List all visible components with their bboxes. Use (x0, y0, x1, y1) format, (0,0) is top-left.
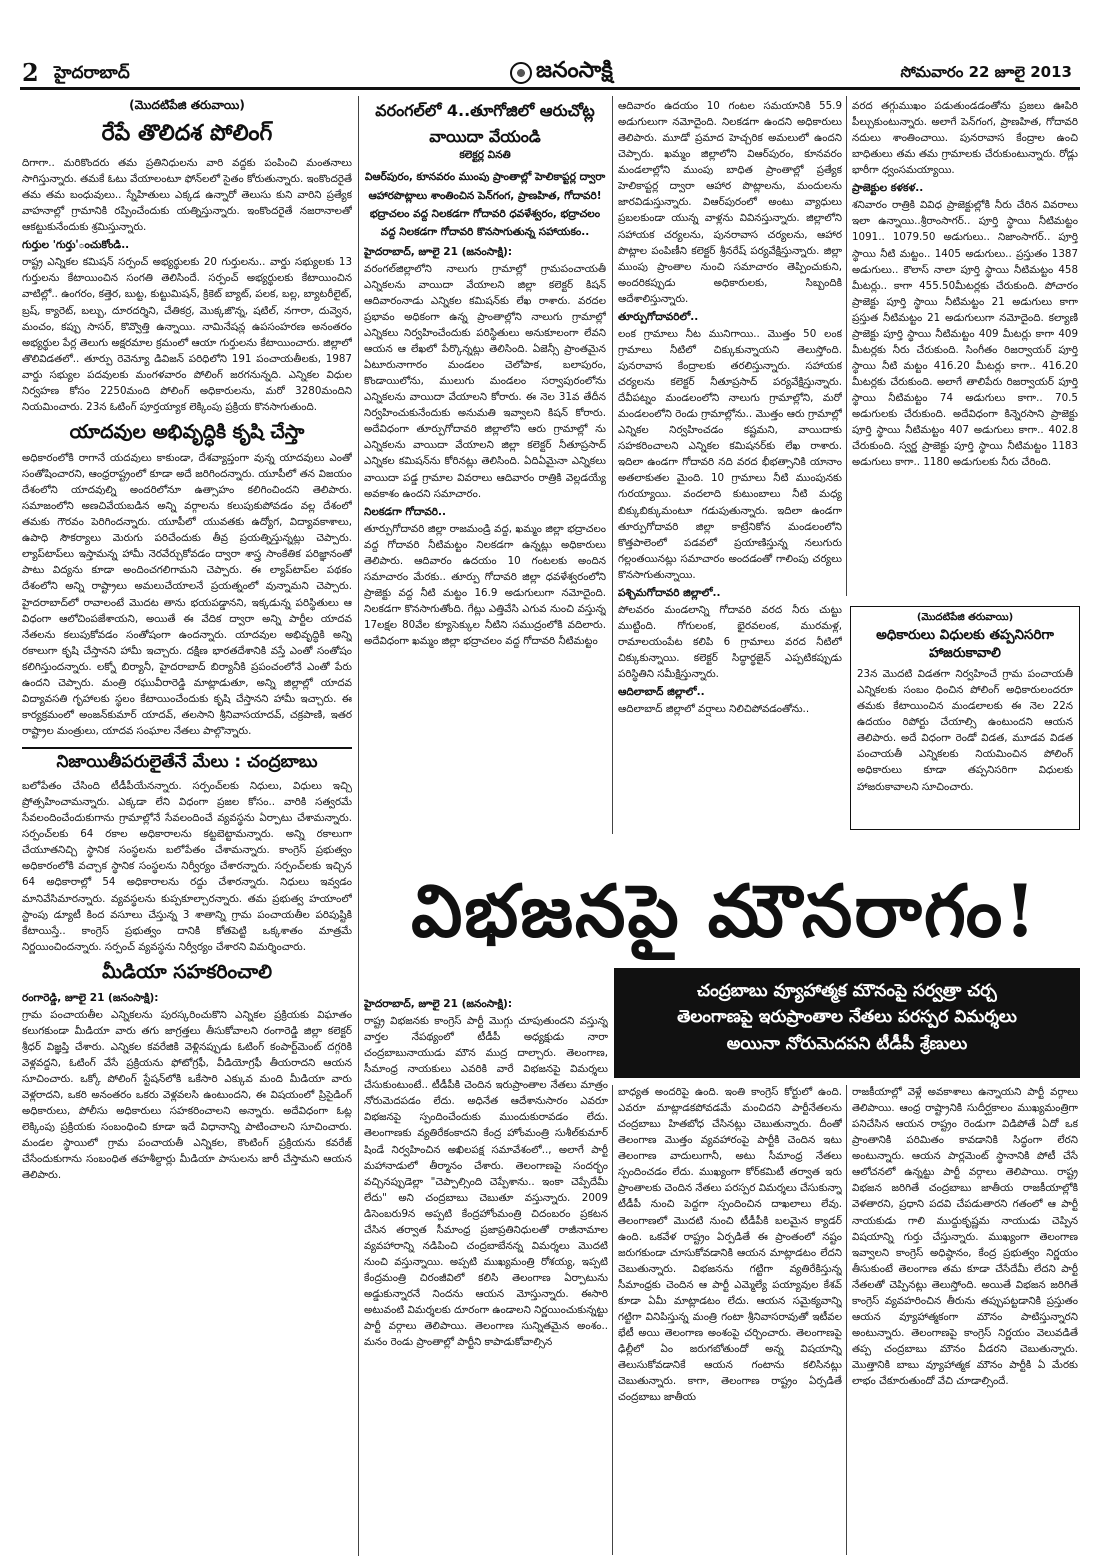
article-text: అధికారంలోకి రాగానే యదవులు కాకుండా, దేశవ్యాప్తంగా వున్న యాదవులు ఎంతో సంతోషించారని, ఆంధ్రరాష్ట్రంలో కూడా అదే జరిగిందన్నారు. యూపీలో తన విజయం దేశంలోని యాదవుల్ని అందరిలోనూ ఉత్సాహం కలిగించిందని తెలిపారు. సమాజంలోని అణచివేయబడిన అన్ని వర్గాలను కలుపుకుపోవడం వల్ల దేశంలో తమకు గౌరవం పెరిగిందన్నారు. యూపీలో యువతకు ఉద్యోగ, విద్యావకాశాలు, ఉపాధి సౌకర్యాలు మెరుగు పరిచేందుకు తీవ్ర ప్రయత్నిస్తున్నట్లు చెప్పారు. ల్యాప్‌టాప్‌లు ఇస్తామన్న హామీ నెరవేర్చుకోవడం ద్వారా శాస్త్ర సాంకేతిక పరిజ్ఞానంతో పాటు విద్యను కూడా అందించగలిగామని చెప్పారు. ఈ ల్యాప్‌టాప్‌ల పథకం దేశంలోని అన్ని రాష్ట్రాలు అమలుచేయాలనే ప్రయత్నంలో వున్నామని చెప్పారు. హైదరాబాద్‌లో రావాలంటే మొదట తాను భయపడ్డానని, ఇక్కడున్న పరిస్థితులు ఆ విధంగా ఆలోచింపజేశాయని, అయితే ఈ వేదిక ద్వారా అన్ని పార్టీల యాదవ నేతలను కలుపుకోవడం సంతోషంగా ఉందన్నారు. యాదవుల అభివృద్ధికి అన్ని రకాలుగా కృషి చేస్తానని హామీ ఇచ్చారు. దక్షిణ భారతదేశానికి వస్తే ఎంతో సంతోషం కలిగిస్తుందన్నారు. లక్నో బిర్యానీ, హైదరాబాద్ బిర్యానీకి ప్రపంచంలోనే ఎంతో పేరు ఉందని చెప్పారు. మంత్రి రఘువీరారెడ్డి మాట్లాడుతూ, అన్ని జిల్లాల్లో యాదవ విద్యావసతి గృహాలకు స్థలం కేటాయించేందుకు కృషి చేస్తానని హామీ ఇచ్చారు. ఈ కార్యక్రమంలో అంజన్‌కుమార్ యాదవ్, తలసాని శ్రీనివాసయాదవ్, చక్రపాణి, ఇతర రాష్ట్రాల మంత్రులు, యాదవ సంఘాల నేతలు పాల్గొన్నారు. (22, 451, 352, 737)
article-text: శనివారం రాత్రికి వివిధ ప్రాజెక్టుల్లోకి నీరు చేరిన వివరాలు ఇలా ఉన్నాయి..శ్రీరాంసాగర్.. పూర్తి స్థాయి నీటిమట్టం 1091.. 1079.50 అడుగులు.. నిజాంసాగర్.. పూర్తి స్థాయి నీటి మట్టం.. 1405 అడుగులు.. ప్రస్తుతం 1387 అడుగులు.. కౌలాస్ నాలా పూర్తి స్థాయి నీటిమట్టం 458 మీటర్లు.. కాగా 455.50మీటర్లకు చేరుకుంది. పోచారం ప్రాజెక్టు పూర్తి స్థాయి నీటిమట్టం 21 అడుగులు కాగా ప్రస్తుత నీటిమట్టం 21 అడుగులుగా నమోదైంది. కల్యాణి ప్రాజెక్టు పూర్తి స్థాయి నీటిమట్టం 409 మీటర్లు కాగా 409 మీటర్లకు నీరు చేరుకుంది. సింగీతం రిజర్వాయర్ పూర్తి స్థాయి నీటి మట్టం 416.20 మీటర్లు కాగా.. 416.20 మీటర్లకు చేరుకుంది. అలాగే తాలిపేరు రిజర్వాయర్ పూర్తి స్థాయి నీటిమట్టం 74 అడుగులు కాగా.. 70.5 అడుగులకు చేరుకుంది. అదేవిధంగా కిన్నెరసాని ప్రాజెక్టు పూర్తి స్థాయి నీటిమట్టం 407 అడుగులు కాగా.. 402.8 చేరుకుంది. స్వర్ణ ప్రాజెక్టు పూర్తి స్థాయి నీటిమట్టం 1183 అడుగులు కాగా.. 1180 అడుగులకు నీరు చేరింది. (852, 199, 1078, 469)
article-text: లంక గ్రామాలు నీట మునిగాయి.. మొత్తం 50 లంక గ్రామాలు నీటిలో చిక్కుకున్నాయని తెలుస్తోంది. పునరావాస కేంద్రాలకు తరలిస్తున్నారు. సహాయక చర్యలను కలెక్టర్ నీతూప్రసాద్ పర్యవేక్షిస్తున్నారు. దేవీపట్నం మండలంలోని నాలుగు గ్రామాల్లోని, మరో మండలంలోని రెండు గ్రామాల్లోను.. మొత్తం ఆరు గ్రామాల్లో ఎన్నికల నిర్వహించడం కష్టమని, వాయిదాకు సహకరించాలని ఎన్నికల కమిషనర్‌కు లేఖ రాశారు. ఇదిలా ఉండగా గోదావరి నది వరద భీభత్సానికి యానాం అతలాకుతల మైంది. 10 గ్రామాలు నీటి ముంపునకు గురయ్యాయి. వందలాది కుటుంబాలు నీటి మధ్య బిక్కుబిక్కుమంటూ గడుపుతున్నారు. ఇదిలా ఉండగా తూర్పుగోదావరి జిల్లా కాట్రేనికోన మండలంలోని కొత్తపాలెంలో పడవలో ప్రయాణిస్తున్న నలుగురు గల్లంతయినట్లు సమాచారం అందడంతో గాలింపు చర్యలు కొనసాగుతున్నాయి. (618, 327, 842, 581)
lead-headline: విభజనపై మౌనరాగం! (411, 868, 1038, 953)
headline-postpone: వరంగల్‌లో 4..తూగోజిలో ఆరుచోట్ల వాయిదా వేయండి (375, 101, 595, 146)
edition-city: హైదరాబాద్ (54, 63, 130, 83)
column-rule (612, 1085, 613, 1555)
brand-name: జనంసాక్షి (536, 58, 613, 83)
subheading: గుర్తుల 'గుర్తు'ంచుకోండి.. (22, 239, 130, 252)
article-text: 23న మొదటి విడతగా నిర్వహించే గ్రామ పంచాయతీ ఎన్నికలకు సంబం ధించిన పోలింగ్ అధికారులందరూ తమకు కేటాయించిన మండలాలకు ఈ నెల 22న ఉదయం రిపోర్టు చేయాల్సి ఉంటుందని ఆయన తెలిపారు. అదే విధంగా రెండో విడత, మూడవ విడత పంచాయతీ ఎన్నికలకు నియమించిన పోలింగ్ అధికారులు కూడా తప్పనిసరిగా విధులకు హాజరుకావాలని సూచించారు. (857, 668, 1073, 793)
dateline: హైదరాబాద్, జూలై 21 (జనంసాక్షి): (364, 998, 513, 1010)
article-text: రాష్ట్ర ఎన్నికల కమిషన్ సర్పంచ్ అభ్యర్థులకు 20 గుర్తులను.. వార్డు సభ్యులకు 13 గుర్తులను కేటాయించిన సంగతి తెలిసిందే. సర్పంచ్ అభ్యర్థులకు కేటాయించిన వాటిల్లో.. ఉంగరం, కత్తెర, బుట్ట, కుట్టుమిషన్, క్రికెట్ బ్యాట్, పలక, బల్ల, బ్యాటరీలైట్, బ్రష్, క్యారెట్, బల్బు, దూరదర్శిని, చేతికర్ర, మొక్కజొన్న, షటిల్, నగారా, దువ్వెన, మంచం, కప్పు సాసర్, కొవ్వొత్తి ఉన్నాయి. నామినేషన్ల ఉపసంహరణ అనంతరం అభ్యర్థుల పేర్ల తెలుగు అక్షరమాల క్రమంలో ఆయా గుర్తులను కేటాయించారు. జిల్లాలో తొలివిడతలో.. తూర్పు రెవెన్యూ డివిజన్ పరిధిలోని 191 పంచాయతీలకు, 1987 వార్డు సభ్యుల పదవులకు మంగళవారం పోలింగ్ జరగనున్నది. ఎన్నికల విధుల నిర్వహణ కోసం 2250మంది పోలింగ్ అధికారులను, మరో 3280మందిని నియమించారు. 23న ఓటింగ్ పూర్తయ్యాక లెక్కింపు ప్రక్రియ కొనసాగుతుంది. (22, 256, 352, 413)
column-center-right (618, 98, 842, 830)
lead-column-1 (364, 994, 608, 1558)
lead-column-3 (852, 1084, 1078, 1558)
dateline: హైదరాబాద్, జూలై 21 (జనంసాక్షి): (364, 245, 513, 258)
article-text: బలోపేతం చేసింది టీడీపీయేనన్నారు. సర్పంచ్‌లకు నిధులు, విధులు ఇచ్చి ప్రోత్సహించామన్నారు. ఎక్కడా లేని విధంగా ప్రజల కోసం.. వారికి సత్వరమే సేవలందించేందుకుగాను గ్రామాల్లోనే సేవలందించే వ్యవస్థను ఏర్పాటు చేశామన్నారు. సర్పంచ్‌లకు 64 రకాల అధికారాలను కట్టబెట్టామన్నారు. అన్ని రకాలుగా చేయూతనిచ్చి స్థానిక సంస్థలను బలోపేతం చేశామన్నారు. కాంగ్రెస్ ప్రభుత్వం అధికారంలోకి వచ్చాక స్థానిక సంస్థలను నిర్వీర్యం చేశారన్నారు. సర్పంచ్‌లకు ఇచ్చిన 64 అధికారాల్లో 54 అధికారాలను రద్దు చేశారన్నారు. నిధులు ఇవ్వడం మానివేసిమారన్నారు. వ్యవస్థలను కుప్పకూల్చారన్నారు. తమ ప్రభుత్వ హయాంలో స్టాంపు డ్యూటీ కింద వసూలు చేస్తున్న 3 శాతాన్ని గ్రామ పంచాయతీల పరిపుష్టికి కేటాయిస్తే.. కాంగ్రెస్ ప్రభుత్వం దానికి కోతపెట్టి ఒక్కశాతం మాత్రమే నిర్ణయించిందన్నారు. సర్పంచ్ వ్యవస్థను నిర్వీర్యం చేశారని విమర్శించారు. (22, 780, 352, 953)
headline-officials: అధికారులు విధులకు తప్పనిసరిగా హాజరుకావాలి (876, 627, 1054, 661)
column-right (852, 98, 1078, 598)
headline-chandrababu: నిజాయితీపరులైతేనే మేలు : చంద్రబాబు (22, 747, 352, 776)
subheading: తూర్పుగోదావరిలో.. (618, 310, 699, 323)
article-text: వరంగల్‌జిల్లాలోని నాలుగు గ్రామాల్లో గ్రామపంచాయతీ ఎన్నికలను వాయిదా వేయాలని జిల్లా కలెక్టర్ కిషన్ ఆదివారంనాడు ఎన్నికల కమిషన్‌కు లేఖ రాశారు. వరదల ప్రభావం అధికంగా ఉన్న ప్రాంతాల్లోని నాలుగు గ్రామాల్లో ఎన్నికలు నిర్వహించేందుకు పరిస్థితులు అనుకూలంగా లేవని ఆయన ఆ లేఖలో పేర్కొన్నట్లు తెలిసింది. ఏజెన్సీ ప్రాంతమైన ఏటూరునాగారం మండలం చెలోపాక, బలాపురం, కొండాయిలోను, ములుగు మండలం సర్వాపురంలోను ఎన్నికలను వాయిదా వేయాలని కోరారు. ఈ నెల 31వ తేదీన నిర్వహించుకునేందుకు అనుమతి ఇవ్వాలని కిషన్ కోరారు. అదేవిధంగా తూర్పుగోదావరి జిల్లాలోని ఆరు గ్రామాల్లో ను ఎన్నికలను వాయిదా వేయాలని జిల్లా కలెక్టర్ నీతూప్రసాద్ ఎన్నికల కమిషన్‌ను కోరినట్లు తెలిసింది. ఏదిఏమైనా ఎన్నికలు వాయిదా పడ్డ గ్రామాల వివరాలు ఆదివారం రాత్రికి వెల్లడయ్యే అవకాశం ఉందని సమాచారం. (364, 262, 606, 500)
headline-polling: రేపే తొలిదశ పోలింగ్ (101, 121, 273, 146)
deck-line: అయినా నోరుమెదపని టీడీపీ శ్రేణులు (726, 1033, 968, 1054)
article-text: దిగాగా.. మరికొందరు తమ ప్రతినిధులను వారి వద్దకు పంపించి మంతనాలు సాగిస్తున్నారు. తమకే ఓటు వేయాలంటూ ఫోన్‌లలో సైతం కోరుతున్నారు. ఇంకొందరైతే తమ తమ బంధువులు.. స్నేహితులు ఎక్కడ ఉన్నారో తెలుసు కుని వారిని ప్రత్యేక వాహనాల్లో గ్రామానికి రప్పించేందుకు యత్నిస్తున్నారు. ఇంకొందరైతే నజరానాలతో ఆకట్టుకునేందుకు శ్రమిస్తున్నారు. (22, 157, 352, 234)
continued-label: (మొదటిపేజి తరువాయి) (916, 612, 1014, 623)
subheading: ప్రాజెక్టుల కళకళ.. (852, 182, 924, 195)
kicker: కలెక్టర్ల వినతి (459, 149, 511, 162)
headline-media: మీడియా సహకరించాలి (101, 960, 273, 983)
column-rule (846, 1085, 847, 1555)
article-text: పోలవరం మండలాన్ని గోదావరి వరద నీరు చుట్టు ముట్టింది. గోగులంక, భైరవలంక, మురమళ్ల, రామాలయంపేట కలిపి 6 గ్రామాలు వరద నీటిలో చిక్కుకున్నాయి. కలెక్టర్ సిద్ధార్థజైన్ ఎప్పటికప్పుడు పరిస్థితిని సమీక్షిస్తున్నారు. (618, 603, 842, 681)
continued-label: (మొదటిపేజి తరువాయి) (129, 98, 245, 112)
page-number: 2 (22, 58, 39, 87)
subheading: ఆదిలాబాద్ జిల్లాలో.. (618, 686, 705, 699)
subheading: నిలకడగా గోదావరి.. (364, 505, 447, 518)
masthead (20, 56, 1080, 90)
article-text: వరద తగ్గుముఖం పడుతుండడంతోను ప్రజలు ఊపిరి పీల్చుకుంటున్నారు. అలాగే పెన్‌గంగ, ప్రాణహిత, గోదావరి నదులు శాంతించాయి. పునరావాస కేంద్రాల ఉంచి బాధితులు తమ తమ గ్రామాలకు చేరుకుంటున్నారు. రోడ్లు భారీగా ధ్వంసమయ్యాయి. (852, 100, 1078, 177)
logo-icon (510, 62, 532, 84)
article-text: ఆదిలాబాద్ జిల్లాలో వర్షాలు నిలిచిపోవడంతోను.. (618, 703, 810, 716)
subheading: పశ్చిమగోదావరి జిల్లాలో.. (618, 586, 721, 599)
deck-line: చంద్రబాబు వ్యూహాత్మక మౌనంపై సర్వత్రా చర్చ (697, 981, 997, 1001)
headline-yadav: యాదవుల అభివృద్ధికి కృషి చేస్తా (69, 420, 305, 443)
officials-box (850, 606, 1080, 830)
deck: విఆర్‌పురం, కూనవరం ముంపు ప్రాంతాల్లో హెలికాప్టర్ల ద్వారా ఆహారపొట్లాలు శాంతించిన పెన్‌గంగ, ప్రాణహిత, గోదావరి! భద్రాచలం వద్ద నిలకడగా గోదావరి ధవళేశ్వరం, భద్రాచలం వద్ద నిలకడగా గోదావరి కొనసాగుతున్న సహాయకం.. (364, 171, 606, 239)
column-center-left (364, 98, 606, 830)
dateline: రంగారెడ్డి, జూలై 21 (జనంసాక్షి): (22, 991, 159, 1004)
deck-line: తెలంగాణపై ఇరుప్రాంతాల నేతలు పరస్పర విమర్శలు (677, 1007, 1017, 1028)
lead-column-2 (618, 1084, 842, 1558)
newspaper-brand (510, 58, 613, 88)
issue-date: సోమవారం 22 జూలై 2013 (900, 63, 1072, 81)
article-text: బాధ్యత అందరిపై ఉంది. ఇంతి కాంగ్రెస్ కోర్టులో ఉంది. ఎవరూ మాట్లాడకపోవడమే మంచిదని పార్టీనేతలను చంద్రబాబు హితబోధ చేసినట్లు చెబుతున్నారు. దీంతో తెలంగాణ మొత్తం వ్యవహారంపై పార్టీకి చెందిన ఇటు తెలంగాణ వాదులుగానీ, అటు సీమాంధ్ర నేతలు స్పందించడం లేదు. ముఖ్యంగా కోర్‌కమిటీ తర్వాత ఇరు ప్రాంతాలకు చెందిన నేతలు పరస్పర విమర్శలు చేసుకున్నా టీడీపీ నుంచి పెద్దగా స్పందించిన దాఖలాలు లేవు. తెలంగాణలో మొదటి నుంచి టీడీపీకి బలమైన క్యాడర్ ఉంది. ఒకవేళ రాష్ట్రం ఏర్పడితే ఈ ప్రాంతంలో నష్టం జరుగకుండా చూసుకోవడానికి ఆయన మాట్లాడటం లేదని చెబుతున్నారు. విభజనను గట్టిగా వ్యతిరేకిస్తున్న సీమాంధ్రకు చెందిన ఆ పార్టీ ఎమ్మెల్యే పయ్యావుల కేశవ్ కూడా ఏమీ మాట్లాడటం లేదు. ఆయన సమైక్యవాన్ని గట్టిగా వినిపిస్తున్న మంత్రి గంటా శ్రీనివాసరావుతో ఇటీవల భేటీ అయి తెలంగాణ అంశంపై చర్చించారు. తెలంగాణపై ఢిల్లీలో ఏం జరుగబోతుందో అన్న విషయాన్ని తెలుసుకోవడానికే ఆయన గంటాను కలిసినట్లు చెబుతున్నారు. కాగా, తెలంగాణ రాష్ట్రం ఏర్పడితే చంద్రబాబు జాతీయ (618, 1086, 842, 1404)
column-rule (612, 96, 613, 834)
article-text: తూర్పుగోదావరి జిల్లా రాజమండ్రి వద్ద, ఖమ్మం జిల్లా భద్రాచలం వద్ద గోదావరి నీటిమట్టం నిలకడగా ఉన్నట్లు అధికారులు తెలిపారు. ఆదివారం ఉదయం 10 గంటలకు అందిన సమాచారం మేరకు.. తూర్పు గోదావరి జిల్లా ధవళేశ్వరంలోని ప్రాజెక్టు వద్ద నీటి మట్టం 16.9 అడుగులుగా నమోదైంది. నిలకడగా కొనసాగుతోంది. గేట్లు ఎత్తివేసి ఎగువ నుంచి వస్తున్న 17లక్షల 80వేల క్యూసెక్కుల నీటిని సముద్రంలోకి వదిలారు. అదేవిధంగా ఖమ్మం జిల్లా భద్రాచలం వద్ద గోదావరి నీటిమట్టం (364, 522, 606, 648)
column-rule (358, 96, 359, 1556)
lead-deck-box (614, 968, 1080, 1078)
article-text: ఆదివారం ఉదయం 10 గంటల సమయానికి 55.9 అడుగులుగా నమోదైంది. నిలకడగా ఉందని అధికారులు తెలిపారు. మూడో ప్రమాద హెచ్చరిక అమలులో ఉందని చెప్పారు. ఖమ్మం జిల్లాలోని విఆర్‌పురం, కూనవరం మండలాల్లోని ముంపు బాధిత ప్రాంతాల్లో ప్రత్యేక హెలికాప్టర్ల ద్వారా ఆహార పొట్లాలను, మందులను జారవిడుస్తున్నారు. విఆర్‌పురంలో అంటు వ్యాధులు ప్రబలకుండా యున్న వాళ్లను వివినస్తున్నారు. జిల్లాలోని సహాయక చర్యలను, పునరావాస చర్యలను, ఆహార పొట్లాల పంపిణీని కలెక్టర్ శ్రీనరేష్ పర్యవేక్షిస్తున్నారు. జిల్లా ముంపు ప్రాంతాల నుంచి సమాచారం తెప్పించుకుని, అందరికప్పుడు అధికారులకు, సిబ్బందికి ఆదేశాలిస్తున్నారు. (618, 100, 842, 305)
column-rule (846, 96, 847, 596)
article-text: గ్రామ పంచాయతీల ఎన్నికలను పురస్కరించుకొని ఎన్నికల ప్రక్రియకు విఘాతం కలుగకుండా మీడియా వారు తగు జాగ్రత్తలు తీసుకోవాలని రంగారెడ్డి జిల్లా కలెక్టర్ శ్రీధర్ విజ్ఞప్తి చేశారు. ఎన్నికల కవరేజికి వెళ్లినప్పుడు ఓటింగ్ కంపార్ట్‌మెంట్ దగ్గరికి వెళ్లవద్దని, ఓటింగ్ వేసే ప్రక్రియను ఫోటోగ్రఫీ, వీడియోగ్రఫీ తీయరాదని ఆయన సూచించారు. ఒక్కో పోలింగ్ స్టేషన్‌లోకి ఒకేసారి ఎక్కువ మంది మీడియా వారు వెళ్లరాదని, ఒకరి అనంతరం ఒకరు వెళ్లవలసి ఉంటుందని, ఈ విషయంలో ప్రిసైడింగ్ అధికారులు, పోలీసు అధికారులు సహకరించాలని అన్నారు. అదేవిధంగా ఓట్ల లెక్కింపు ప్రక్రియకు సంబంధించి కూడా ఇదే విధానాన్ని పాటించాలని సూచించారు. మండల స్థాయిలో గ్రామ పంచాయతీ ఎన్నికల, కౌంటింగ్ ప్రక్రియను కవరేజ్ చేసేందుకుగాను సంబంధిత తహశీల్దార్లు మీడియా పాసులను జారీ చేస్తామని ఆయన తెలిపారు. (22, 1008, 352, 1182)
column-left (22, 98, 352, 1558)
article-text: రాష్ట్ర విభజనకు కాంగ్రెస్ పార్టీ మొగ్గు చూపుతుందని వస్తున్న వార్తల నేపథ్యంలో టీడీపీ అధ్యక్షుడు నారా చంద్రబాబునాయుడు మౌన ముద్ర దాల్చారు. తెలంగాణ, సీమాంధ్ర నాయకులు ఎవరికి వారే విభజనపై విమర్శలు చేసుకుంటుంటే.. టీడీపీకి చెందిన ఇరుప్రాంతాల నేతలు మాత్రం నోరుమెదపడం లేదు. అధినేత ఆదేశానుసారం ఎవరూ విభజనపై స్పందించేందుకు ముందుకురావడం లేదు. తెలంగాణకు వ్యతిరేకంకాదని కేంద్ర హోంమంత్రి సుశీల్‌కుమార్ షిండే నిర్వహించిన అఖిలపక్ష సమావేశంలో.., అలాగే పార్టీ మహానాడులో తీర్మానం చేశారు. తెలంగాణపై సందర్భం వచ్చినప్పుడెల్లా "చెప్పాల్సింది చెప్పేశాను.. ఇంకా చెప్పేదేమీ లేదు" అని చంద్రబాబు చెబుతూ వస్తున్నారు. 2009 డిసెంబరు9న అప్పటి కేంద్రహోంమంత్రి చిదంబరం ప్రకటన చేసిన తర్వాత సీమాంధ్ర ప్రజాప్రతినిధులతో రాజీనామాల వ్యవహారాన్ని నడిపించి చంద్రబాబేనన్న విమర్శలు మొదటి నుంచి వస్తున్నాయి. అప్పటి ముఖ్యమంత్రి రోశయ్య, ఇప్పటి కేంద్రమంత్రి చిరంజీవిలో కలిసి తెలంగాణ ఏర్పాటును అడ్డుకున్నారనే నిందను ఆయన మోస్తున్నారు. ఈసారి అటువంటి విమర్శలకు దూరంగా ఉండాలని నిర్ణయించుకున్నట్టు పార్టీ వర్గాలు తెలిపాయి. తెలంగాణ సున్నితమైన అంశం.. మనం రెండు ప్రాంతాల్లో పార్టీని కాపాడుకోవాల్సిన (364, 1015, 608, 1349)
article-text: రాజకీయాల్లో వెళ్లే అవకాశాలు ఉన్నాయని పార్టీ వర్గాలు తెలిపాయి. ఆంధ్ర రాష్ట్రానికి సుదీర్ఘకాలం ముఖ్యమంత్రిగా పనిచేసిన ఆయన రాష్ట్రం రెండుగా విడిపోతే ఏదో ఒక ప్రాంతానికి పరిమితం కావడానికి సిద్ధంగా లేరని అంటున్నారు. ఆయన పార్లమెంట్ స్థానానికి పోటీ చేసే ఆలోచనలో ఉన్నట్టు పార్టీ వర్గాలు తెలిపాయి. రాష్ట్ర విభజన జరిగితే చంద్రబాబు జాతీయ రాజకీయాల్లోకి వెళతారని, ప్రధాని పదవి చేపడుతారని గతంలో ఆ పార్టీ నాయకుడు గాలి ముద్దుకృష్ణమ నాయుడు చెప్పిన విషయాన్ని గుర్తు చేస్తున్నారు. ముఖ్యంగా తెలంగాణ ఇవ్వాలని కాంగ్రెస్ అధిష్ఠానం, కేంద్ర ప్రభుత్వం నిర్ణయం తీసుకుంటే తెలంగాణ తమ కూడా చేసేదేమీ లేదని పార్టీ నేతలతో చెప్పినట్లు తెలుస్తోంది. అయితే విభజన జరిగితే కాంగ్రెస్ వ్యవహరించిన తీరును తప్పుపట్టడానికి ప్రస్తుతం ఆయన వ్యూహాత్మకంగా మౌనం పాటిస్తున్నారని అంటున్నారు. తెలంగాణపై కాంగ్రెస్ నిర్ణయం వెలువడితే తప్ప చంద్రబాబు మౌనం వీడరని చెబుతున్నారు. మొత్తానికి బాబు వ్యూహాత్మక మౌనం పార్టీకి ఏ మేరకు లాభం చేకూరుతుందో వేచి చూడాల్సిందే. (852, 1086, 1078, 1388)
